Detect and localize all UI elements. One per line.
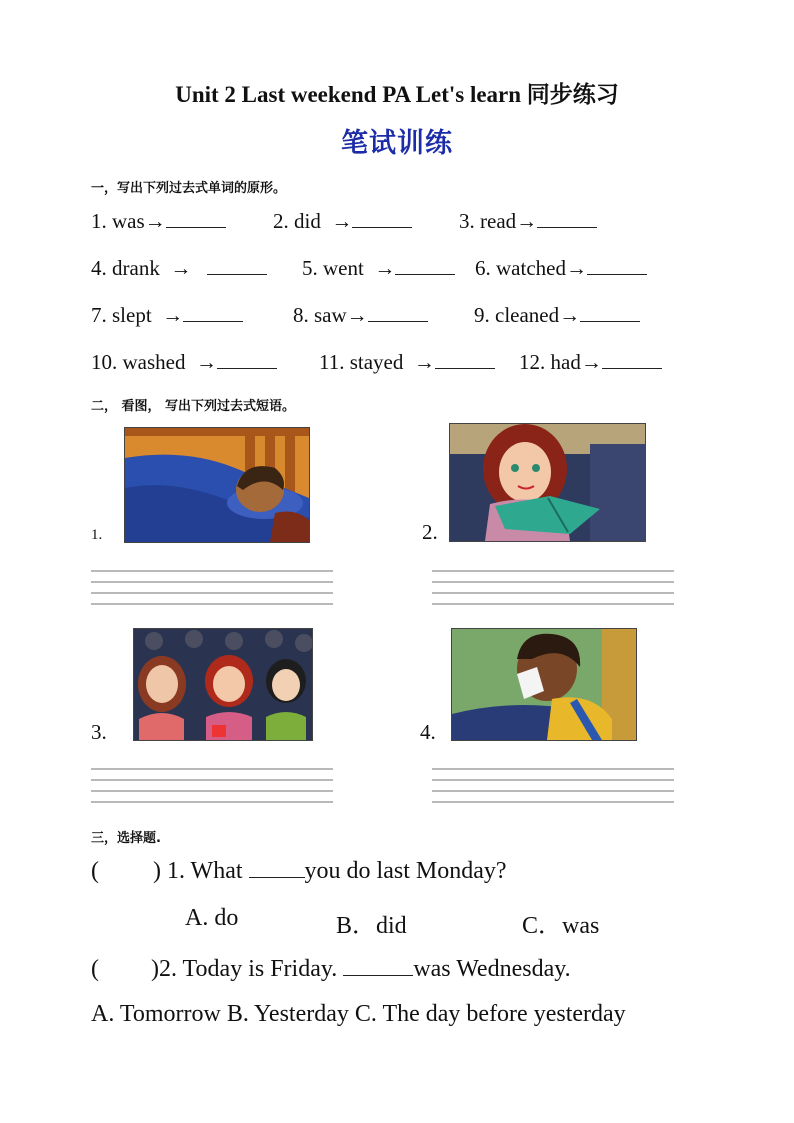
answer-lines-4[interactable] [432,768,674,813]
word-item-8: 8. saw→ [293,303,428,328]
answer-lines-2[interactable] [432,570,674,615]
word-item-10: 10. washed → [91,350,277,375]
picture-crying [451,628,637,741]
picture-reading [449,423,646,542]
word-item-7: 7. slept → [91,303,243,328]
word-item-3: 3. read→ [459,209,597,234]
section2-heading: 二， 看图， 写出下列过去式短语。 [91,399,296,414]
word-item-12: 12. had→ [519,350,662,375]
section1-heading: 一，写出下列过去式单词的原形。 [91,181,287,196]
q1-option-c[interactable]: C．was [522,913,600,939]
q2-options[interactable]: A. Tomorrow B. Yesterday C. The day before yesterday [91,1001,626,1027]
word-item-11: 11. stayed → [319,350,495,375]
word-item-1: 1. was→ [91,209,226,234]
question-1: ( ) 1. What you do last Monday? [91,858,507,884]
answer-lines-3[interactable] [91,768,333,813]
question-2: ( )2. Today is Friday. was Wednesday. [91,956,571,982]
q1-option-a[interactable]: A. do [185,905,239,931]
word-item-5: 5. went → [302,256,455,281]
picture-number-4: 4. [420,720,436,744]
answer-lines-1[interactable] [91,570,333,615]
q1-option-b[interactable]: B．did [336,913,407,939]
word-item-4: 4. drank → [91,256,267,281]
section3-heading: 三，选择题. [91,831,161,846]
picture-sleeping [124,427,310,543]
picture-number-3: 3. [91,720,107,744]
word-item-9: 9. cleaned→ [474,303,640,328]
worksheet-subtitle: 笔试训练 [341,128,453,159]
word-item-6: 6. watched→ [475,256,647,281]
worksheet-title: Unit 2 Last weekend PA Let's learn 同步练习 [175,82,619,107]
picture-number-2: 2. [422,520,438,544]
word-item-2: 2. did → [273,209,412,234]
picture-watching-film [133,628,313,741]
picture-number-1: 1. [91,527,103,543]
